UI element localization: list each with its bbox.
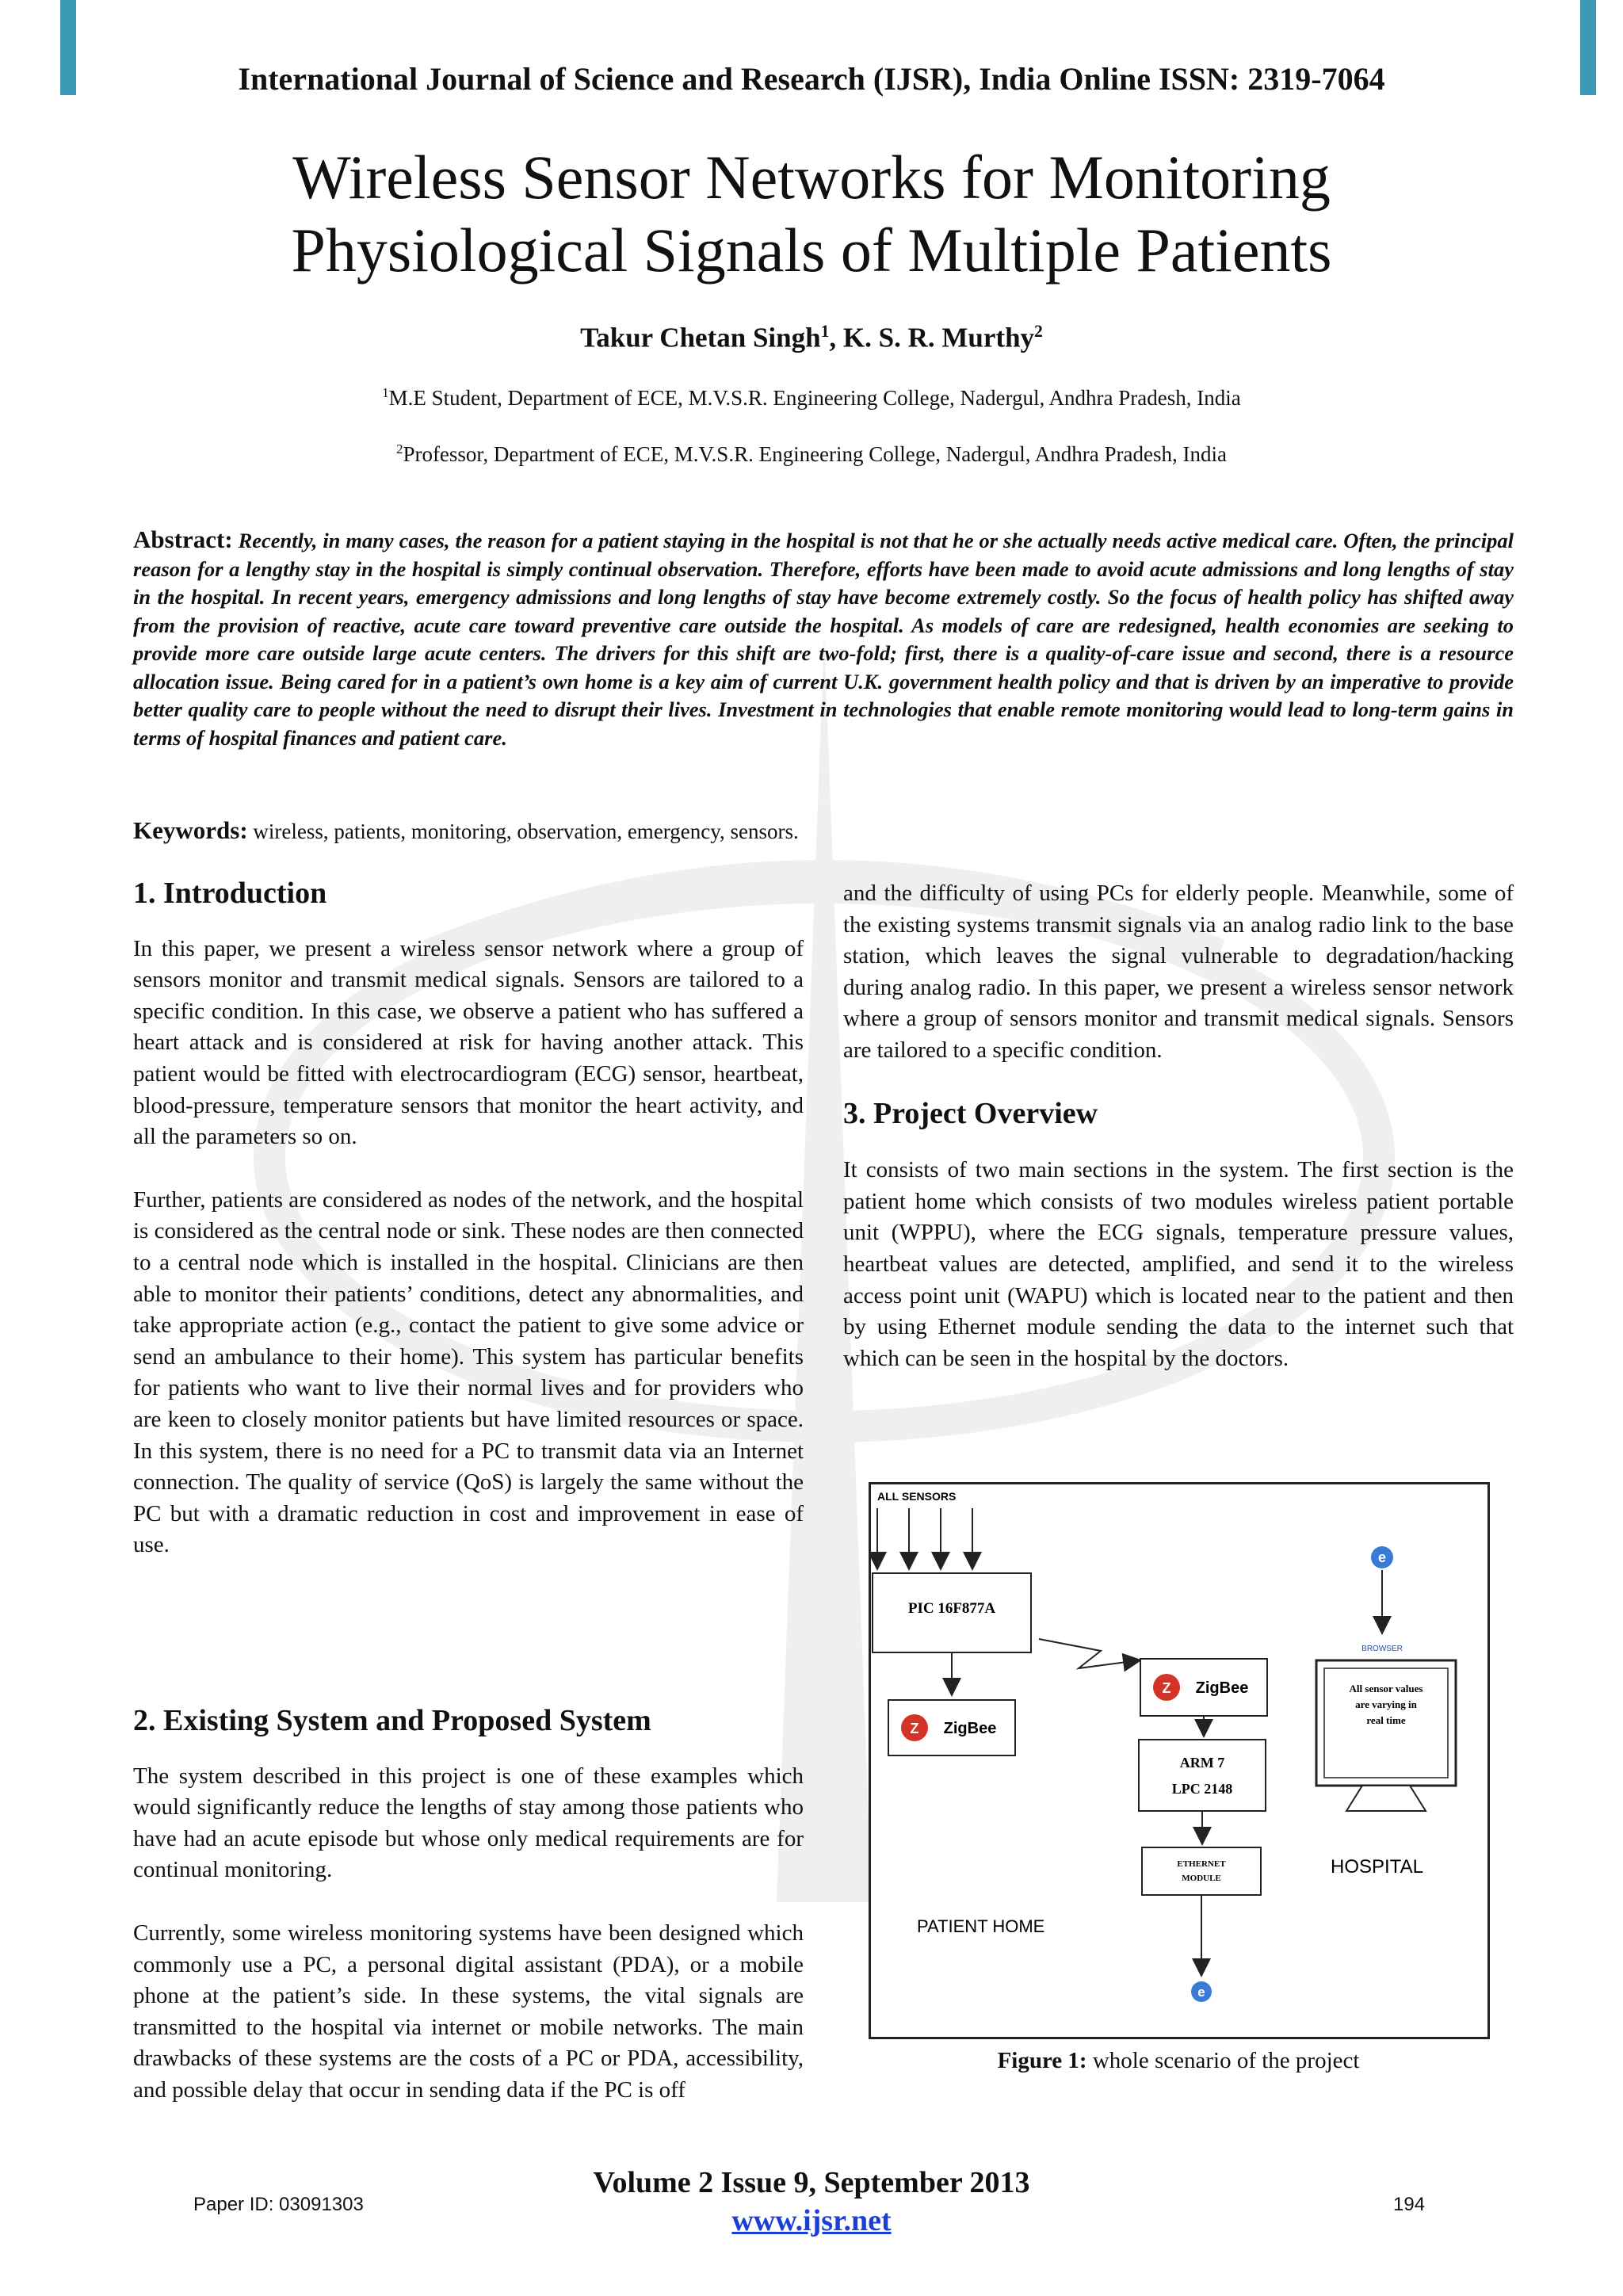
affiliation-1-text: M.E Student, Department of ECE, M.V.S.R. Engineering College, Nadergul, Andhra Pradesh, India [388, 386, 1241, 410]
overview-heading: 3. Project Overview [843, 1096, 1098, 1130]
affiliation-1-sup: 1 [382, 385, 389, 400]
abstract [133, 525, 1514, 752]
zigbee-tx-label: ZigBee [943, 1720, 997, 1737]
intro-paragraph-2: Further, patients are considered as nodes of the network, and the hospital is considered as the central node or sink. These nodes are then connected to a central node which is installed in the hospital. Clinicians are then able to monitor their patients’ conditions, detect any abnormalities, and take appropriate action (e.g., contact the patient to give some advice or send an ambulance to their home). This system has particular benefits for patients who want to live their normal lives and for providers who are keen to closely monitor patients but have limited resources or space. In this system, there is no need for a PC to transmit data via an Internet connection. The quality of service (QoS) is largely the same without the PC but with a dramatic reduction in cost and improvement in ease of use. [133, 1186, 804, 1558]
browser-icon-mark: e [1377, 1549, 1387, 1565]
section-existing-continued [843, 878, 1514, 1374]
section-existing-system [133, 1706, 804, 2107]
arm-label-2: LPC 2148 [1171, 1781, 1233, 1797]
patient-home-label: PATIENT HOME [917, 1916, 1045, 1936]
arm-label-1: ARM 7 [1179, 1755, 1225, 1771]
internet-icon-mark: e [1197, 1985, 1205, 2000]
monitor-text-1: All sensor values [1349, 1683, 1423, 1694]
abstract-text: Recently, in many cases, the reason for a patient staying in the hospital is not that he or she actually needs active medical care. Often, the principal reason for a lengthy stay in the hospital is simply continual observation. Therefore, efforts have been made to avoid acute admissions and long lengths of stay in the hospital. In recent years, emergency admissions and long lengths of stay have become extremely costly. So the focus of health policy has shifted away from the provision of reactive, acute care toward preventive care outside the hospital. As models of care are redesigned, health economies are seeking to provide more care outside large acute centers. The drivers for this shift are two-fold; first, there is a quality-of-care issue and second, there is a resource allocation issue. Being cared for in a patient’s own home is a key aim of current U.K. government health policy and that is driven by an imperative to provide better quality care to people without the need to disrupt their lives. Investment in technologies that enable remote monitoring would lead to long-term gains in terms of hospital finances and patient care. [133, 529, 1514, 750]
arm-block [1139, 1740, 1266, 1811]
author-2: K. S. R. Murthy [842, 322, 1035, 353]
author-1-sup: 1 [820, 322, 830, 341]
footer-volume: Volume 2 Issue 9, September 2013 [593, 2166, 1030, 2199]
footer-url-link[interactable]: www.ijsr.net [731, 2204, 892, 2237]
zigbee-logo-mark: Z [910, 1721, 919, 1736]
title-line-2: Physiological Signals of Multiple Patients [291, 216, 1332, 285]
keywords-text: wireless, patients, monitoring, observation, emergency, sensors. [253, 819, 799, 843]
ethernet-label-1: ETHERNET [1177, 1859, 1226, 1869]
section-introduction [133, 878, 804, 1561]
abstract-label: Abstract: [133, 525, 233, 553]
zigbee-logo-mark: Z [1162, 1680, 1171, 1696]
existing-paragraph-3: and the difficulty of using PCs for elderly people. Meanwhile, some of the existing systems transmit signals via an analog radio link to the base station, which leaves the signal vulnerable to degradation/hacking during analog radio. In this paper, we present a wireless sensor network where a group of sensors monitor and transmit medical signals. Sensors are tailored to a specific condition. [843, 881, 1514, 1063]
ethernet-label-2: MODULE [1182, 1874, 1221, 1883]
figure-caption-text: whole scenario of the project [1092, 2048, 1360, 2073]
figure-1 [869, 1482, 1490, 2039]
monitor-text-2: are varying in [1355, 1698, 1417, 1710]
all-sensors-label: ALL SENSORS [877, 1490, 957, 1503]
browser-label: BROWSER [1361, 1645, 1403, 1653]
ethernet-block [1142, 1847, 1261, 1895]
author-separator: , [829, 322, 843, 353]
title-line-1: Wireless Sensor Networks for Monitoring [292, 143, 1331, 212]
authors [0, 322, 1623, 354]
monitor-text-3: real time [1366, 1714, 1406, 1726]
affiliation-1 [0, 385, 1623, 411]
affiliation-2-text: Professor, Department of ECE, M.V.S.R. Engineering College, Nadergul, Andhra Pradesh, India [403, 442, 1227, 466]
zigbee-rx-label: ZigBee [1195, 1679, 1249, 1697]
affiliation-2-sup: 2 [396, 441, 403, 457]
intro-paragraph-1: In this paper, we present a wireless sensor network where a group of sensors monitor and transmit medical signals. Sensors are tailored to a specific condition. In this case, we observe a patient who has suffered a heart attack and is considered at risk for having another attack. This patient would be fitted with electrocardiogram (ECG) sensor, heartbeat, blood-pressure, temperature sensors that monitor the heart activity, and all the parameters so on. [133, 935, 804, 1150]
affiliation-2 [0, 441, 1623, 467]
monitor-stand [1346, 1786, 1426, 1811]
existing-paragraph-1: The system described in this project is one of these examples which would significantly reduce the lengths of stay among those patients who have had an acute episode but whose only medical requirements are for continual monitoring. [133, 1763, 804, 1883]
hospital-label: HOSPITAL [1331, 1856, 1423, 1878]
existing-heading: 2. Existing System and Proposed System [133, 1704, 651, 1737]
footer-page-number: 194 [1393, 2194, 1426, 2215]
wireless-link-arrow [1039, 1639, 1139, 1668]
existing-paragraph-2: Currently, some wireless monitoring systems have been designed which commonly use a PC, a personal digital assistant (PDA), or a mobile phone at the patient’s side. In these systems, the vital signals are transmitted to the hospital via internet or mobile networks. The main drawbacks of these systems are the costs of a PC or PDA, accessibility, and possible delay that occur in sending data if the PC is off [133, 1920, 804, 2103]
intro-heading: 1. Introduction [133, 877, 327, 910]
paper-title [0, 141, 1623, 287]
footer-paper-id: Paper ID: 03091303 [193, 2194, 364, 2215]
block-diagram [871, 1484, 1487, 2037]
overview-paragraph-1: It consists of two main sections in the system. The first section is the patient home which consists of two modules wireless patient portable unit (WPPU), where the ECG signals, temperature pressure values, heartbeat values are detected, amplified, and send it to the wireless access point unit (WAPU) which is located near to the patient and then by using Ethernet module sending the data to the internet such that which can be seen in the hospital by the doctors. [843, 1157, 1514, 1371]
author-2-sup: 2 [1034, 322, 1043, 341]
keywords [133, 816, 1514, 845]
pic-label: PIC 16F877A [907, 1600, 996, 1617]
figure-1-caption [843, 2048, 1514, 2074]
keywords-label: Keywords: [133, 816, 248, 844]
author-1: Takur Chetan Singh [580, 322, 821, 353]
figure-caption-label: Figure 1: [997, 2048, 1087, 2073]
journal-header: International Journal of Science and Research (IJSR), India Online ISSN: 2319-7064 [238, 61, 1385, 97]
